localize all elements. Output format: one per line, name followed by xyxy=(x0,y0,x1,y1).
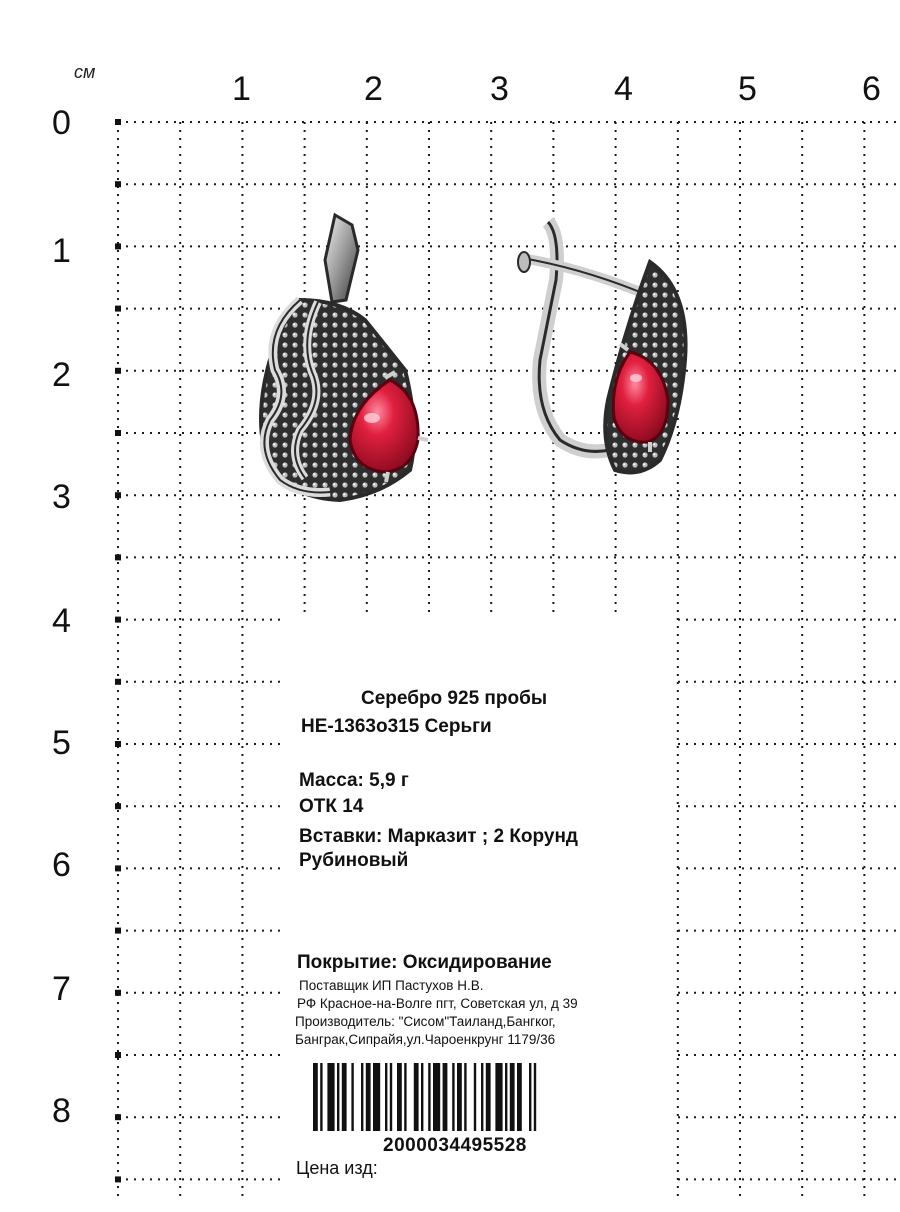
y-label-4: 4 xyxy=(52,602,71,640)
barcode xyxy=(311,1063,617,1133)
barcode-number: 2000034495528 xyxy=(383,1135,527,1156)
x-label-5: 5 xyxy=(738,70,757,108)
x-label-4: 4 xyxy=(614,70,633,108)
tag-material: Серебро 925 пробы xyxy=(361,688,548,709)
tag-manufacturer: Производитель: "Сисом"Таиланд,Бангког, xyxy=(295,1014,556,1029)
y-label-1: 1 xyxy=(52,232,71,270)
y-label-6: 6 xyxy=(52,846,71,884)
left-earring xyxy=(261,215,428,500)
y-label-2: 2 xyxy=(52,356,71,394)
tag-inserts-continued: Рубиновый xyxy=(299,850,409,871)
tag-mass: Масса: 5,9 г xyxy=(299,770,409,791)
price-label: Цена изд: xyxy=(296,1158,378,1178)
tag-inserts: Вставки: Марказит ; 2 Корунд xyxy=(299,826,578,847)
x-label-2: 2 xyxy=(364,70,383,108)
y-label-5: 5 xyxy=(52,724,71,762)
tag-coating: Покрытие: Оксидирование xyxy=(297,952,552,973)
right-earring xyxy=(518,222,686,472)
y-label-0: 0 xyxy=(52,104,71,142)
unit-label: см xyxy=(74,62,96,82)
tag-address: РФ Красное-на-Волге пгт, Советская ул, д 39 xyxy=(297,996,578,1011)
x-label-6: 6 xyxy=(862,70,881,108)
tag-supplier: Поставщик ИП Пастухов Н.В. xyxy=(299,978,484,993)
y-label-8: 8 xyxy=(52,1092,71,1130)
y-label-7: 7 xyxy=(52,970,71,1008)
tag-otk: ОТК 14 xyxy=(299,796,364,817)
x-label-3: 3 xyxy=(490,70,509,108)
y-label-3: 3 xyxy=(52,478,71,516)
tag-manufacturer-address: Банграк,Сипрайя,ул.Чароенкрунг 1179/36 xyxy=(295,1032,556,1047)
tag-article: HE-1363o315 Серьги xyxy=(301,716,492,737)
x-label-1: 1 xyxy=(232,70,251,108)
